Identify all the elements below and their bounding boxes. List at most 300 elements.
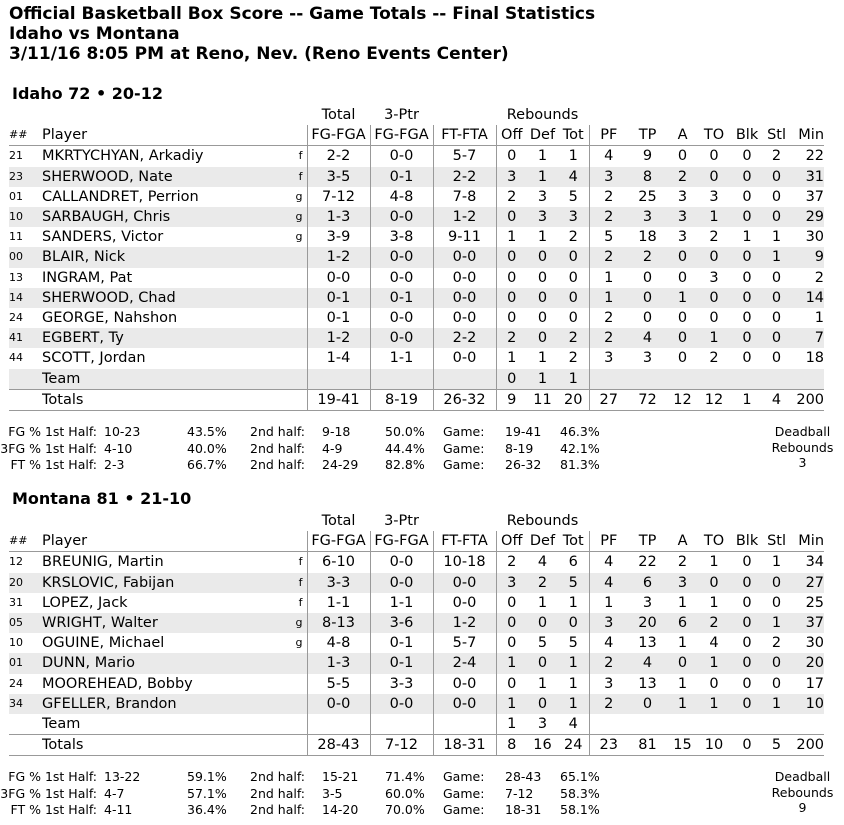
stat-a: 3 — [667, 573, 698, 593]
player-name: BLAIR, Nick — [42, 247, 267, 267]
col-def-header: Def — [527, 531, 558, 552]
player-position: f — [298, 555, 303, 569]
stat-fg: 1-3 — [307, 653, 370, 673]
totals-label: Totals — [42, 735, 267, 756]
stat-tpts: 9 — [642, 148, 653, 165]
player-number: 24 — [9, 311, 23, 325]
stat-tpts: 6 — [628, 573, 667, 593]
stat-def: 1 — [537, 148, 548, 165]
group-rebounds-label: Rebounds — [506, 513, 579, 529]
shooting-summary-row — [0, 457, 700, 474]
blank — [667, 369, 698, 390]
blank — [433, 714, 496, 735]
summary-gp: 58.1% — [560, 802, 600, 817]
summary-label: FG % 1st Half: — [8, 424, 97, 439]
player-number: 20 — [9, 573, 42, 593]
stat-pf: 1 — [589, 268, 628, 288]
stat-ft: 0-0 — [433, 308, 496, 328]
stat-stl: 1 — [771, 554, 782, 571]
summary-label: 3FG % 1st Half: — [0, 440, 97, 456]
stat-blk: 0 — [730, 328, 764, 348]
blank — [9, 389, 42, 410]
col-a-header: A — [667, 125, 698, 146]
stat-fg: 4-8 — [307, 633, 370, 653]
stat-a: 2 — [667, 167, 698, 187]
total-blk: 1 — [730, 389, 764, 410]
stat-fg: 0-0 — [307, 268, 370, 288]
stat-to: 0 — [698, 167, 730, 187]
summary-h2: 3-5 — [322, 785, 343, 801]
stat-fg: 8-13 — [307, 613, 370, 633]
stat-tot: 1 — [568, 594, 578, 611]
group-header-row — [9, 511, 824, 531]
blank — [789, 369, 824, 390]
stat-def: 0 — [527, 247, 558, 267]
stat-pf: 1 — [589, 593, 628, 613]
summary-h1: 4-11 — [104, 802, 133, 817]
stat-tpts: 2 — [628, 247, 667, 267]
stat-to: 1 — [698, 694, 730, 714]
player-number: 01 — [9, 653, 42, 673]
summary-g: 28-43 — [505, 769, 542, 784]
blank — [589, 714, 628, 735]
stat-min: 1 — [814, 310, 825, 327]
summary-g: 19-41 — [505, 424, 542, 439]
player-name: INGRAM, Pat — [42, 269, 133, 286]
stat-blk: 0 — [742, 269, 752, 286]
stat-pf: 2 — [589, 187, 628, 207]
summary-h1p: 59.1% — [187, 769, 227, 784]
stat-to: 1 — [698, 328, 730, 348]
total-tpts: 72 — [628, 389, 667, 410]
stat-tot: 0 — [558, 247, 589, 267]
stat-off: 0 — [496, 308, 527, 328]
col-fg-header: FG-FGA — [307, 531, 370, 552]
shooting-summary-row — [0, 424, 700, 441]
blank — [9, 105, 42, 125]
blank — [267, 125, 307, 146]
stat-min: 18 — [805, 350, 825, 367]
stat-min: 25 — [805, 594, 825, 611]
col-blk-header: Blk — [730, 531, 764, 552]
stat-tp: 0-0 — [370, 207, 433, 227]
stat-a: 2 — [677, 554, 688, 571]
summary-label: FG % 1st Half: — [8, 769, 97, 784]
shooting-summary-row — [0, 441, 700, 458]
player-row — [9, 167, 824, 187]
stat-blk: 0 — [742, 350, 752, 367]
stat-tpts: 8 — [628, 167, 667, 187]
player-position — [267, 288, 307, 308]
stat-to: 1 — [698, 207, 730, 227]
total-tp: 8-19 — [370, 389, 433, 410]
summary-h2l: 2nd half: — [250, 457, 306, 472]
stat-pf: 2 — [589, 247, 628, 267]
summary-h2p: 70.0% — [385, 802, 425, 817]
player-number: 14 — [9, 288, 42, 308]
blank — [698, 105, 730, 125]
stat-stl: 0 — [771, 594, 782, 611]
col-stl-header: Stl — [764, 125, 789, 146]
stat-a: 0 — [677, 148, 688, 165]
col-pf-header: PF — [589, 531, 628, 552]
blank — [267, 531, 307, 552]
summary-h1p: 66.7% — [187, 457, 227, 472]
stat-a: 3 — [667, 207, 698, 227]
blank — [698, 714, 730, 735]
total-tot: 24 — [558, 735, 589, 756]
total-off: 9 — [496, 389, 527, 410]
blank — [9, 735, 42, 756]
stat-tpts: 4 — [628, 653, 667, 673]
player-row — [9, 187, 824, 207]
stat-def: 0 — [527, 653, 558, 673]
player-name: LOPEZ, Jack — [42, 594, 128, 611]
stat-def: 0 — [527, 328, 558, 348]
stat-def: 1 — [537, 350, 548, 367]
player-position — [267, 694, 307, 714]
blank — [267, 511, 307, 531]
summary-h1: 13-22 — [104, 769, 141, 784]
stat-stl: 0 — [771, 269, 782, 286]
stat-tp: 0-0 — [370, 268, 433, 288]
stat-tp: 1-1 — [370, 593, 433, 613]
col-pf-header: PF — [589, 125, 628, 146]
stat-tp: 0-1 — [370, 653, 433, 673]
stat-stl: 2 — [771, 148, 782, 165]
player-position — [267, 653, 307, 673]
col-num-header: ## — [9, 531, 42, 552]
player-row — [9, 268, 824, 288]
stat-blk: 0 — [730, 207, 764, 227]
stat-tp: 0-0 — [370, 573, 433, 593]
stat-tp: 0-0 — [370, 694, 433, 714]
stat-pf: 2 — [589, 328, 628, 348]
blank — [9, 369, 42, 390]
player-number: 12 — [9, 555, 23, 569]
stat-tpts: 13 — [638, 675, 657, 692]
player-row — [9, 348, 824, 368]
stat-off: 2 — [496, 328, 527, 348]
stat-tpts: 4 — [628, 328, 667, 348]
player-position — [267, 268, 307, 288]
stat-to: 0 — [709, 675, 719, 692]
blank — [267, 389, 307, 410]
stat-off: 3 — [496, 573, 527, 593]
player-name: DUNN, Mario — [42, 653, 267, 673]
stat-a: 1 — [667, 288, 698, 308]
stat-to: 2 — [709, 229, 719, 246]
player-name: GEORGE, Nahshon — [42, 310, 178, 327]
player-position: g — [267, 613, 307, 633]
stat-fg: 3-3 — [307, 573, 370, 593]
stat-blk: 0 — [742, 188, 752, 205]
blank — [764, 511, 789, 531]
stat-a: 1 — [677, 675, 688, 692]
stat-blk: 0 — [742, 635, 752, 652]
total-pf: 27 — [589, 389, 628, 410]
col-ft-header: FT-FTA — [433, 125, 496, 146]
stat-a: 3 — [677, 229, 688, 246]
blank — [698, 369, 730, 390]
blank — [789, 511, 824, 531]
stat-min: 34 — [805, 554, 825, 571]
stat-a: 1 — [677, 594, 688, 611]
player-row — [9, 552, 824, 573]
stat-tot: 1 — [558, 653, 589, 673]
stat-stl: 0 — [764, 207, 789, 227]
stat-a: 0 — [667, 247, 698, 267]
stat-tp: 3-8 — [370, 227, 433, 247]
stat-tot: 6 — [568, 554, 578, 571]
stat-to: 1 — [698, 653, 730, 673]
group-3ptr-label: 3-Ptr — [384, 513, 419, 529]
summary-h1p: 43.5% — [187, 424, 227, 439]
stat-min: 27 — [789, 573, 824, 593]
summary-gl: Game: — [443, 424, 485, 439]
column-header-row — [9, 125, 824, 146]
summary-h1p: 36.4% — [187, 802, 227, 817]
deadball-l2: Rebounds — [771, 439, 834, 455]
box-score-table — [9, 105, 824, 411]
stat-a: 0 — [667, 328, 698, 348]
stat-stl: 1 — [764, 247, 789, 267]
blank — [589, 511, 628, 531]
stat-min: 9 — [789, 247, 824, 267]
stat-tot: 5 — [558, 573, 589, 593]
stat-pf: 3 — [589, 167, 628, 187]
player-number: 10 — [9, 207, 42, 227]
player-name: OGUINE, Michael — [42, 635, 165, 652]
player-row — [9, 227, 824, 247]
stat-def: 3 — [537, 188, 548, 205]
stat-tpts: 22 — [638, 554, 657, 571]
player-row — [9, 633, 824, 653]
stat-min: 30 — [805, 229, 825, 246]
player-number: 10 — [9, 636, 23, 650]
summary-gp: 42.1% — [560, 440, 600, 456]
stat-off: 0 — [496, 288, 527, 308]
stat-off: 1 — [496, 653, 527, 673]
stat-ft: 0-0 — [433, 268, 496, 288]
stat-ft: 0-0 — [433, 674, 496, 694]
summary-gp: 81.3% — [560, 457, 600, 472]
player-position — [267, 247, 307, 267]
player-name: SANDERS, Victor — [42, 229, 164, 246]
stat-def: 1 — [527, 167, 558, 187]
stat-fg: 1-2 — [307, 328, 370, 348]
stat-off: 0 — [496, 146, 527, 167]
blank — [9, 511, 42, 531]
stat-tot: 0 — [568, 269, 578, 286]
stat-blk: 0 — [730, 247, 764, 267]
team-off: 0 — [496, 369, 527, 390]
summary-h2: 15-21 — [322, 769, 359, 784]
stat-a: 0 — [677, 269, 688, 286]
stat-stl: 0 — [764, 573, 789, 593]
stat-blk: 0 — [730, 288, 764, 308]
player-number: 00 — [9, 247, 42, 267]
summary-h2l: 2nd half: — [250, 802, 306, 817]
player-name: EGBERT, Ty — [42, 328, 267, 348]
blank — [267, 714, 307, 735]
stat-ft: 7-8 — [433, 187, 496, 207]
stat-min: 7 — [789, 328, 824, 348]
stat-tot: 0 — [558, 288, 589, 308]
stat-a: 1 — [667, 694, 698, 714]
stat-ft: 5-7 — [433, 146, 496, 167]
stat-tot: 5 — [568, 635, 578, 652]
player-row — [9, 308, 824, 328]
stat-off: 1 — [496, 694, 527, 714]
stat-fg: 1-4 — [307, 348, 370, 368]
stat-to: 0 — [698, 288, 730, 308]
stat-tp: 0-1 — [370, 633, 433, 653]
stat-pf: 4 — [589, 146, 628, 167]
player-number: 31 — [9, 595, 23, 609]
blank — [370, 714, 433, 735]
stat-min: 37 — [789, 613, 824, 633]
stat-tot: 1 — [558, 694, 589, 714]
col-stl-header: Stl — [764, 531, 789, 552]
blank — [307, 369, 370, 390]
deadball-l1: Deadball — [774, 769, 831, 784]
stat-ft: 0-0 — [433, 573, 496, 593]
stat-to: 0 — [698, 247, 730, 267]
blank — [42, 105, 267, 125]
player-row — [9, 674, 824, 694]
stat-min: 30 — [805, 635, 825, 652]
stat-def: 0 — [527, 613, 558, 633]
summary-h2: 9-18 — [322, 424, 351, 439]
summary-h2: 24-29 — [322, 457, 359, 472]
player-name: MKRTYCHYAN, Arkadiy — [42, 148, 204, 165]
blank — [730, 511, 764, 531]
stat-min: 20 — [789, 653, 824, 673]
stat-tot: 0 — [558, 613, 589, 633]
stat-tot: 4 — [558, 167, 589, 187]
stat-fg: 1-3 — [307, 207, 370, 227]
stat-blk: 0 — [742, 310, 752, 327]
stat-tpts: 3 — [628, 207, 667, 227]
stat-blk: 0 — [742, 554, 752, 571]
total-a: 12 — [667, 389, 698, 410]
totals-label: Totals — [42, 389, 267, 410]
stat-def: 0 — [527, 694, 558, 714]
totals-row — [9, 389, 824, 410]
stat-tpts: 20 — [628, 613, 667, 633]
stat-def: 1 — [537, 594, 548, 611]
blank — [267, 105, 307, 125]
stat-pf: 4 — [589, 573, 628, 593]
stat-to: 2 — [709, 350, 719, 367]
stat-pf: 2 — [589, 207, 628, 227]
stat-pf: 3 — [589, 348, 628, 368]
summary-gl: Game: — [443, 769, 485, 784]
stat-ft: 2-4 — [433, 653, 496, 673]
stat-tp: 0-0 — [370, 552, 433, 573]
stat-to: 3 — [709, 269, 719, 286]
blank — [9, 714, 42, 735]
summary-h2l: 2nd half: — [250, 440, 306, 456]
stat-pf: 4 — [589, 552, 628, 573]
deadball-value: 9 — [798, 800, 807, 815]
total-pf: 23 — [589, 735, 628, 756]
stat-min: 17 — [805, 675, 825, 692]
team-row — [9, 714, 824, 735]
stat-ft: 1-2 — [433, 613, 496, 633]
total-min: 200 — [789, 735, 824, 756]
summary-g: 18-31 — [505, 802, 542, 817]
deadball-l1: Deadball — [774, 424, 831, 439]
stat-pf: 5 — [589, 227, 628, 247]
stat-pf: 3 — [589, 613, 628, 633]
blank — [764, 105, 789, 125]
player-position: g — [295, 230, 303, 244]
group-3ptr-label: 3-Ptr — [384, 107, 419, 123]
summary-gl: Game: — [443, 802, 485, 817]
stat-stl: 0 — [771, 675, 782, 692]
stat-stl: 0 — [764, 653, 789, 673]
summary-label: 3FG % 1st Half: — [0, 785, 97, 801]
summary-h2l: 2nd half: — [250, 785, 306, 801]
shooting-summary-row — [0, 769, 700, 786]
stat-ft: 2-2 — [433, 328, 496, 348]
blank — [764, 714, 789, 735]
deadball-l2: Rebounds — [771, 784, 834, 800]
stat-to: 0 — [698, 573, 730, 593]
summary-h1: 4-10 — [104, 440, 133, 456]
player-name: SCOTT, Jordan — [42, 350, 146, 367]
player-row — [9, 573, 824, 593]
stat-ft: 0-0 — [433, 348, 496, 368]
stat-tot: 2 — [568, 229, 578, 246]
stat-def: 0 — [527, 288, 558, 308]
player-number: 13 — [9, 270, 23, 284]
total-to: 10 — [698, 735, 730, 756]
stat-off: 0 — [496, 613, 527, 633]
stat-def: 1 — [537, 229, 548, 246]
blank — [667, 105, 698, 125]
report-title: Official Basketball Box Score -- Game Totals -- Final Statistics — [9, 4, 596, 24]
stat-fg: 1-2 — [307, 247, 370, 267]
col-num-header: ## — [9, 125, 42, 146]
totals-row — [9, 735, 824, 756]
player-number: 05 — [9, 613, 42, 633]
col-to-header: TO — [698, 531, 730, 552]
col-player-header: Player — [42, 531, 267, 552]
stat-off: 2 — [496, 552, 527, 573]
player-position — [267, 348, 307, 368]
summary-h2: 14-20 — [322, 802, 359, 817]
summary-gp: 65.1% — [560, 769, 600, 784]
player-number: 21 — [9, 149, 23, 163]
stat-min: 22 — [805, 148, 825, 165]
blank — [789, 105, 824, 125]
team-off: 1 — [496, 714, 527, 735]
player-position — [267, 674, 307, 694]
summary-h2p: 71.4% — [385, 769, 425, 784]
player-row — [9, 593, 824, 613]
team-title: Idaho 72 • 20-12 — [12, 84, 163, 103]
summary-h2: 4-9 — [322, 440, 343, 456]
blank — [730, 105, 764, 125]
summary-gl: Game: — [443, 457, 485, 472]
total-stl: 4 — [764, 389, 789, 410]
blank — [433, 369, 496, 390]
stat-fg: 5-5 — [307, 674, 370, 694]
stat-ft: 9-11 — [433, 227, 496, 247]
